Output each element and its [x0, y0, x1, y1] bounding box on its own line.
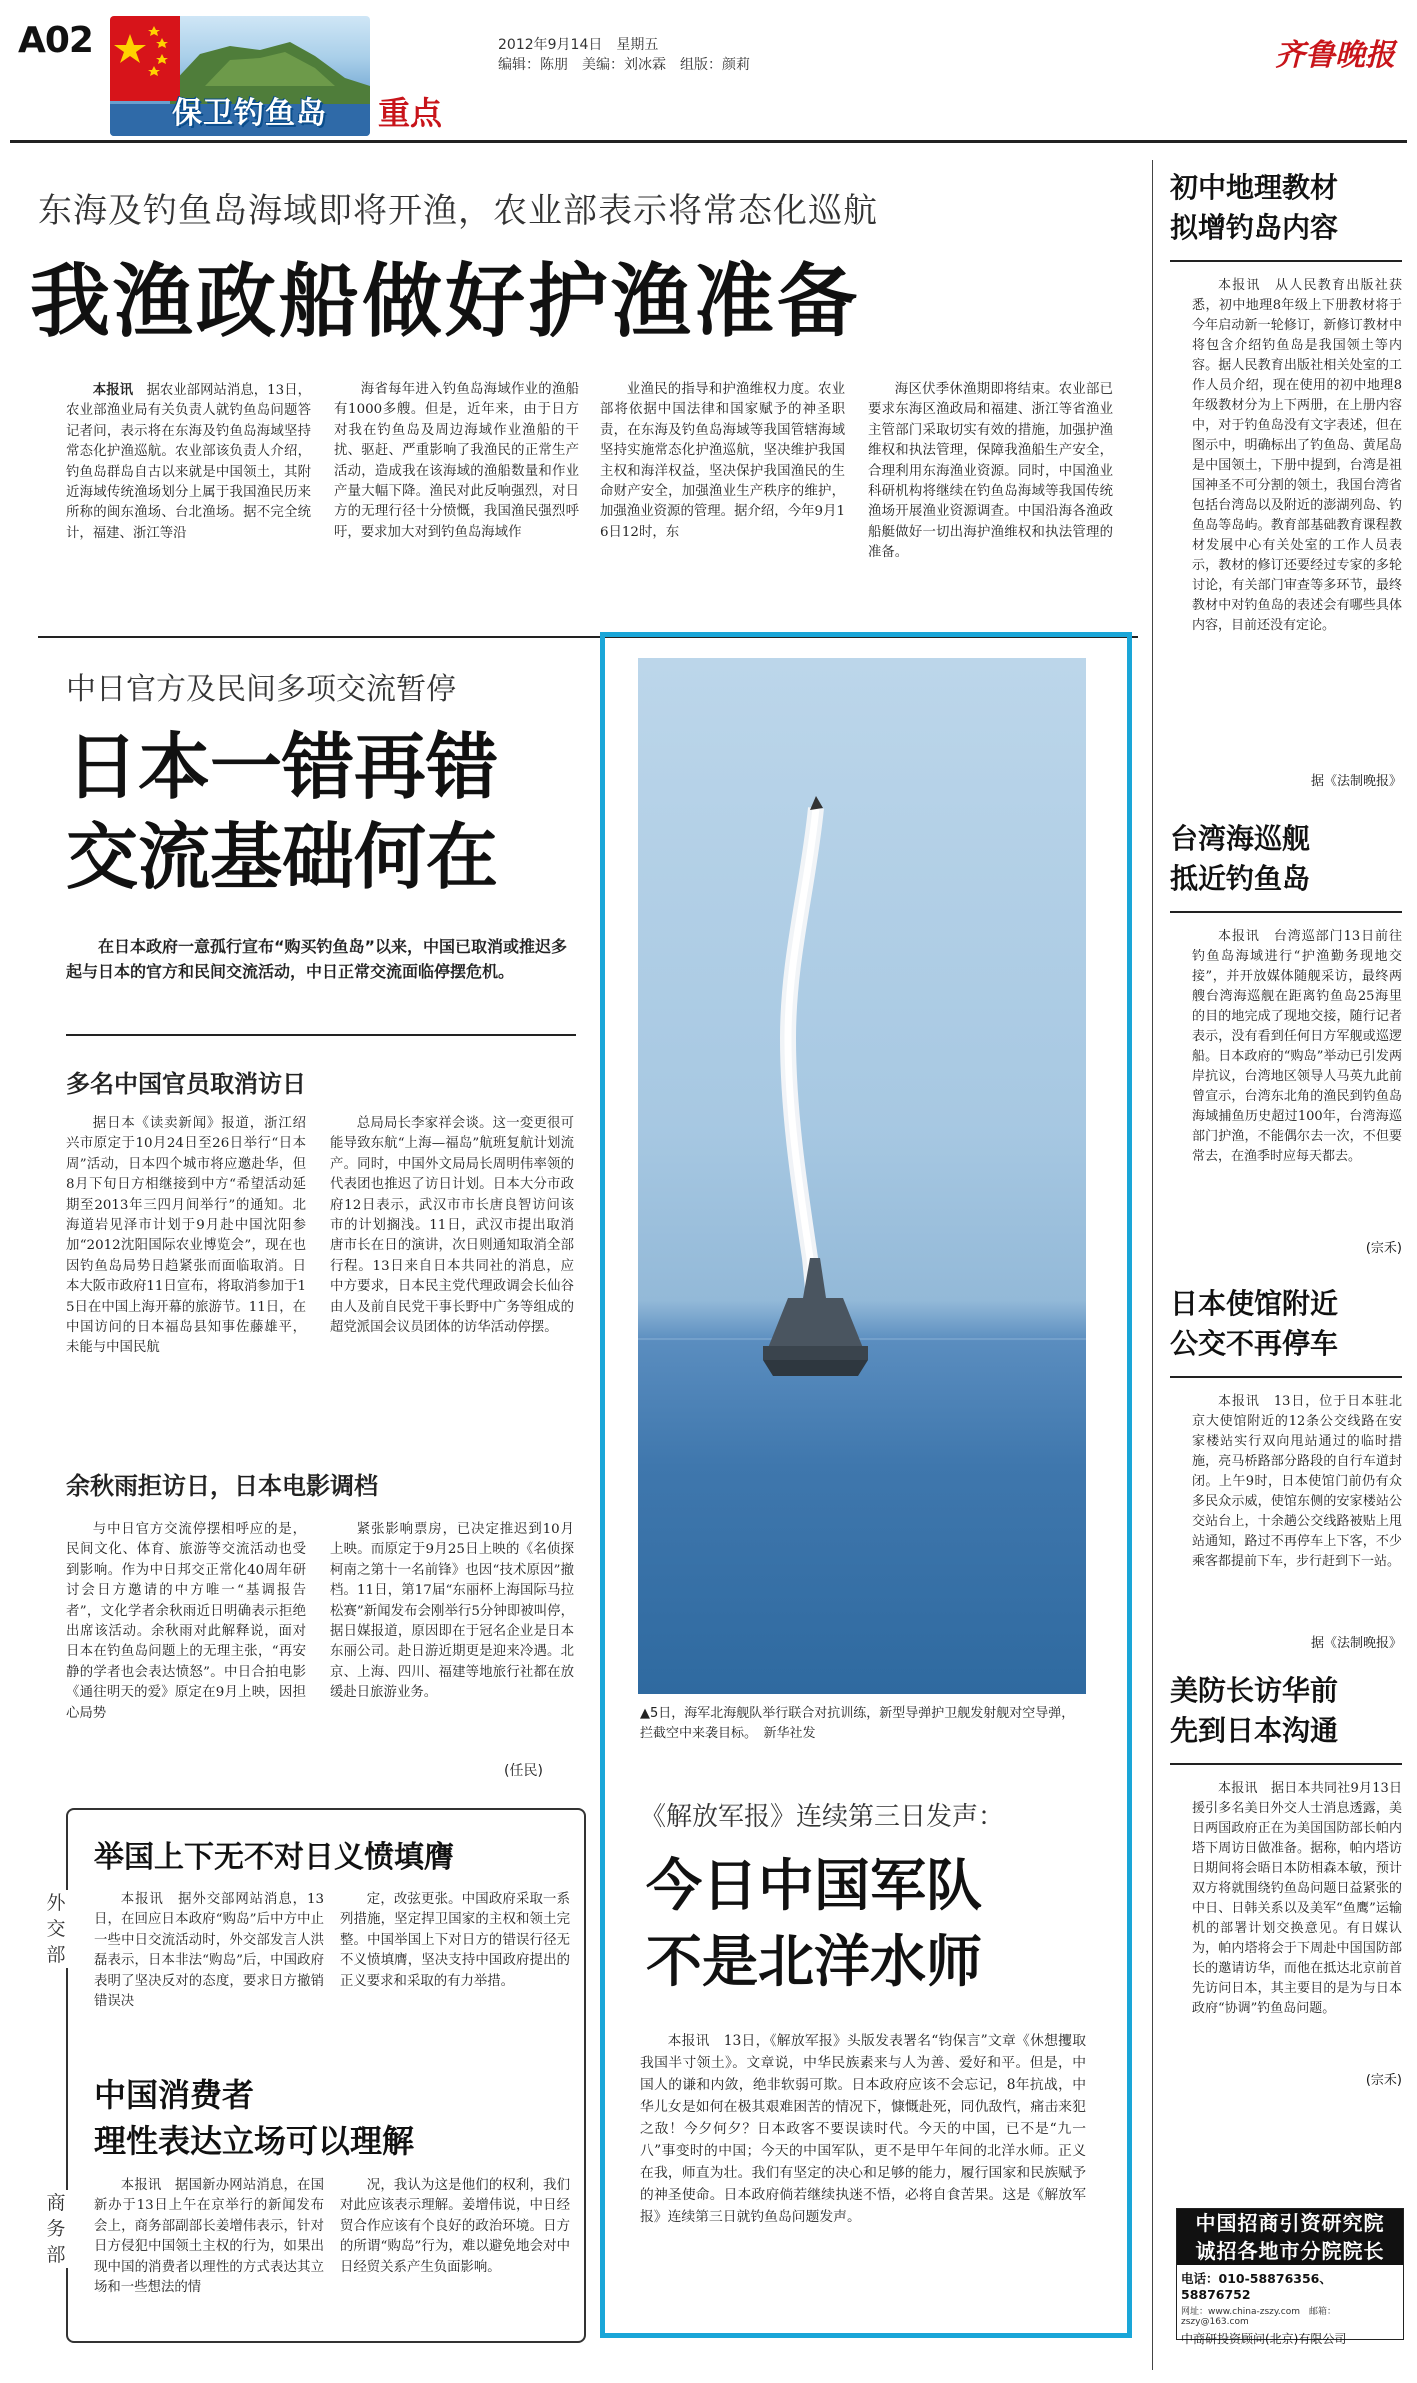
lead-text-1: 据农业部网站消息，13日，农业部渔业局有关负责人就钓鱼岛问题答记者问，表示将在东海及钓鱼岛海域坚持常态化护渔巡航。农业部该负责人介绍，钓鱼岛群岛自古以来就是中国领土，其附近海域传统渔场划分上属于我国渔民历来所称的闽东渔场、台北渔场。据不完全统计，福建、浙江等沿	[66, 383, 311, 541]
japan-deck-rule	[66, 1034, 576, 1036]
side-4-headline-2: 先到日本沟通	[1170, 1714, 1339, 1747]
side-column-rule	[1152, 160, 1153, 2370]
lead-headline: 我渔政船做好护渔准备	[30, 255, 860, 348]
reaction-headline-2b: 理性表达立场可以理解	[94, 2122, 415, 2160]
side-1-sign: 据《法制晚报》	[1310, 774, 1402, 789]
side-2-sign: (宗禾)	[1365, 1241, 1402, 1256]
lead-col-3	[600, 380, 845, 595]
lead-col-2	[334, 380, 579, 595]
japan-sub2-text-2: 紧张影响票房，已决定推迟到10月上映。而原定于9月25日上映的《名侦探柯南之第十一名前锋》也因“技术原因”撤档。11日，第17届“东丽杯上海国际马拉松赛”新闻发布会刚举行5分钟即被叫停，据日媒报道，原因即在于冠名企业是日本东丽公司。赴日游近期更是迎来冷遇。北京、上海、四川、福建等地旅行社都在放缓赴日旅游业务。	[330, 1522, 574, 1701]
japan-headline-2: 交流基础何在	[66, 815, 499, 899]
lead-byline: 本报讯	[92, 382, 134, 398]
side-4-sign: (宗禾)	[1365, 2073, 1402, 2088]
lead-kicker: 东海及钓鱼岛海域即将开渔，农业部表示将常态化巡航	[38, 191, 878, 231]
japan-sub2-col-2	[330, 1520, 574, 1758]
japan-sub1-col-1	[66, 1114, 306, 1414]
japan-sub1-col-2	[330, 1114, 574, 1414]
reaction-h2-text-1: 本报讯 据国新办网站消息，在国新办于13日上午在京举行的新闻发布会上，商务部副部长姜增伟表示，针对日方侵犯中国领土主权的行为，如果出现中国的消费者以理性的方式表达其立场和一些想法的情	[94, 2178, 324, 2296]
masthead: 齐鲁晚报	[1275, 38, 1395, 73]
reaction-h1-col-2	[340, 1890, 570, 2050]
warship-icon	[768, 1258, 863, 1348]
header-rule	[10, 140, 1407, 143]
reaction-h1-text-1: 本报讯 据外交部网站消息，13日，在回应日本政府“购岛”后中方中止一些中日交流活动时，外交部发言人洪磊表示，日本非法“购岛”后，中国政府表明了坚决反对的态度，要求日方撤销错误决	[94, 1892, 324, 2010]
side-1-text: 本报讯 从人民教育出版社获悉，初中地理8年级上下册教材将于今年启动新一轮修订，新修订教材中将包含介绍钓鱼岛是我国领土等内容。据人民教育出版社相关处室的工作人员介绍，现在使用的初中地理8年级教材分为上下两册，在上册内容中，对于钓鱼岛没有文字表述，但在图示中，明确标出了钓鱼岛、黄尾岛是中国领土，下册中提到，台湾是祖国神圣不可分割的领土，我国台湾省包括台湾岛以及附近的澎湖列岛、钓鱼岛等岛屿。教育部基础教育课程教材发展中心有关处室的工作人员表示，教材的修订还要经过专家的多轮讨论，有关部门审查等多环节，最终教材中对钓鱼岛的表述会有哪些具体内容，目前还没有定论。	[1192, 278, 1402, 633]
banner-title: 保卫钓鱼岛	[172, 96, 327, 131]
lead-text-4: 海区伏季休渔期即将结束。农业部已要求东海区渔政局和福建、浙江等省渔业主管部门采取切实有效的措施，加强护渔维权和执法管理，保障我渔船生产安全，合理利用东海渔业资源。同时，中国渔业科研机构将继续在钓鱼岛海域等我国传统渔场开展渔业资源调查。中国沿海各渔政船艇做好一切出海护渔维权和执法管理的准备。	[868, 382, 1113, 561]
banner	[110, 16, 370, 136]
ad-box	[1176, 2208, 1404, 2346]
lead-col-1	[66, 380, 311, 595]
side-2-body	[1170, 927, 1402, 1237]
missile-icon	[810, 796, 823, 810]
pla-headline-1: 今日中国军队	[646, 1854, 982, 1919]
ad-site: 网址：www.china-zszy.com 邮箱：zszy@163.com	[1181, 2307, 1336, 2327]
side-4-headline-1: 美防长访华前	[1170, 1674, 1339, 1707]
reaction-h1-text-2: 定，改弦更张。中国政府采取一系列措施，坚定捍卫国家的主权和领土完整。中国举国上下对日方的错误行径无不义愤填膺，坚决支持中国政府提出的正义要求和采取的有力举措。	[340, 1892, 570, 1989]
label-commerce-ministry: 商务部	[44, 2190, 68, 2268]
side-3-headline-1: 日本使馆附近	[1170, 1287, 1339, 1320]
side-3-body	[1170, 1392, 1402, 1632]
side-2-headline-1: 台湾海巡舰	[1170, 822, 1311, 855]
japan-sub1-text-1: 据日本《读卖新闻》报道，浙江绍兴市原定于10月24日至26日举行“日本周”活动，日本四个城市将应邀赴华，但8月下旬日方相继接到中方“希望活动延期至2013年三四月间举行”的通知。北海道岩见泽市计划于9月赴中国沈阳参加“2012沈阳国际农业博览会”，现在也因钓鱼岛局势日趋紧张而面临取消。日本大阪市政府11日宣布，将取消参加于15日在中国上海开幕的旅游节。11日，在中国访问的日本福岛县知事佐藤雄平，未能与中国民航	[66, 1116, 306, 1356]
japan-sub-1: 多名中国官员取消访日	[66, 1070, 306, 1098]
missile-photo	[638, 658, 1086, 1694]
japan-sign: (任民)	[504, 1763, 543, 1779]
label-foreign-ministry: 外交部	[44, 1890, 68, 1968]
side-3-headline-2: 公交不再停车	[1170, 1327, 1339, 1360]
pla-text: 本报讯 13日，《解放军报》头版发表署名“钧保言”文章《休想攫取我国半寸领土》。文章说，中华民族素来与人为善、爱好和平。但是，中国人的谦和内敛，绝非软弱可欺。日本政府应该不会忘记，8年抗战，中华儿女是如何在极其艰难困苦的情况下，慷慨赴死，同仇敌忾，痛击来犯之敌！今夕何夕？日本政客不要误读时代。今天的中国，已不是“九一八”事变时的中国；今天的中国军队，更不是甲午年间的北洋水师。正义在我，师直为壮。我们有坚定的决心和足够的能力，履行国家和民族赋予的神圣使命。日本政府倘若继续执迷不悟，必将自食苦果。这是《解放军报》连续第三日就钓鱼岛问题发声。	[640, 2033, 1086, 2225]
side-3-text: 本报讯 13日，位于日本驻北京大使馆附近的12条公交线路在安家楼站实行双向甩站通过的临时措施，亮马桥路部分路段的自行车道封闭。上午9时，日本使馆门前仍有众多民众示威，使馆东侧的安家楼站公交站台上，十余趟公交线路被贴上甩站通知，路过不再停车上下客，不少乘客都提前下车，步行赶到下一站。	[1192, 1394, 1402, 1569]
side-1-headline-1: 初中地理教材	[1170, 171, 1339, 204]
side-4-body	[1170, 1779, 1402, 2069]
side-column	[1170, 168, 1402, 2368]
side-4-text: 本报讯 据日本共同社9月13日援引多名美日外交人士消息透露，美日两国政府正在为美国国防部长帕内塔下周访日做准备。据称，帕内塔访日期间将会晤日本防相森本敏，预计双方将就围绕钓鱼岛问题日益紧张的中日、日韩关系以及美军“鱼鹰”运输机的部署计划交换意见。有日媒认为，帕内塔将会于下周赴中国国防部长的邀请访华，而他在抵达北京前首先访问日本，其主要目的是为与日本政府“协调”钓鱼岛问题。	[1192, 1781, 1402, 2016]
japan-sub2-text-1: 与中日官方交流停摆相呼应的是，民间文化、体育、旅游等交流活动也受到影响。作为中日邦交正常化40周年研讨会日方邀请的中方唯一“基调报告者”，文化学者余秋雨近日明确表示拒绝出席该活动。余秋雨对此解释说，面对日本在钓鱼岛问题上的无理主张，“再安静的学者也会表达愤怒”。中日合拍电影《通往明天的爱》原定在9月上映，因担心局势	[66, 1522, 306, 1721]
ad-line-2: 诚招各地市分院院长	[1177, 2237, 1403, 2265]
pla-body	[640, 2030, 1086, 2320]
japan-sub2-col-1	[66, 1520, 306, 1782]
side-2-headline-2: 抵近钓鱼岛	[1170, 862, 1311, 895]
reaction-headline-2a: 中国消费者	[94, 2076, 255, 2114]
page-number: A02	[18, 20, 93, 61]
side-1-headline-2: 拟增钓岛内容	[1170, 211, 1339, 244]
lead-text-3: 业渔民的指导和护渔维权力度。农业部将依据中国法律和国家赋予的神圣职责，在东海及钓鱼岛海域等我国管辖海域坚持实施常态化护渔巡航，坚决维护我国主权和海洋权益，坚决保护我国渔民的生命财产安全，加强渔业生产秩序的维护，加强渔业资源的管理。据介绍，今年9月16日12时，东	[600, 382, 845, 540]
japan-sub-2: 余秋雨拒访日，日本电影调档	[66, 1472, 378, 1500]
photo-caption: ▲5日，海军北海舰队举行联合对抗训练，新型导弹护卫舰发射舰对空导弹，拦截空中来袭目标。 新华社发	[640, 1706, 1075, 1741]
section-label: 重点	[378, 94, 443, 132]
reaction-h2-col-2	[340, 2176, 570, 2316]
ad-line-1: 中国招商引资研究院	[1177, 2209, 1403, 2237]
japan-sub1-text-2: 总局局长李家祥会谈。这一変更很可能导致东航“上海—福岛”航班复航计划流产。同时，中国外文局局长周明伟率领的代表团也推迟了访日计划。日本大分市政府12日表示，武汉市市长唐良智访问该市的计划搁浅。11日，武汉市提出取消唐市长在日的演讲，次日则通知取消全部行程。13日来自日本共同社的消息，应中方要求，日本民主党代理政调会长仙谷由人及前自民党干事长野中广务等组成的超党派国会议员团体的访华活动停摆。	[330, 1116, 574, 1336]
pla-headline-2: 不是北洋水师	[646, 1930, 982, 1995]
ad-phone: 电话：010-58876356、58876752	[1181, 2271, 1332, 2302]
lead-col-4	[868, 380, 1113, 595]
side-2-text: 本报讯 台湾巡部门13日前往钓鱼岛海域进行“护渔勤务现地交接”，并开放媒体随舰采访，最终两艘台湾海巡舰在距离钓鱼岛25海里的目的地完成了现地交接，随行记者表示，没有看到任何日方军舰或巡逻船。日本政府的“购岛”举动已引发两岸抗议，台湾地区领导人马英九此前曾宣示，台湾东北角的渔民到钓鱼岛海域捕鱼历史超过100年，台湾海巡部门护渔，不能偶尔去一次，不但要常去，在渔季时应每天都去。	[1192, 929, 1402, 1164]
reaction-headline-1: 举国上下无不对日义愤填膺	[94, 1840, 454, 1875]
reaction-h2-text-2: 况，我认为这是他们的权利，我们对此应该表示理解。姜增伟说，中日经贸合作应该有个良好的政治环境。日方的所谓“购岛”行为，难以避免地会对中日经贸关系产生负面影响。	[340, 2178, 570, 2275]
lead-text-2: 海省每年进入钓鱼岛海域作业的渔船有1000多艘。但是，近年来，由于日方对我在钓鱼岛及周边海域作业渔船的干扰、驱赶、严重影响了我渔民的正常生产活动，造成我在该海域的渔船数量和作业产量大幅下降。渔民对此反响强烈，对日方的无理行径十分愤慨，我国渔民强烈呼吁，要求加大对到钓鱼岛海域作	[334, 382, 579, 540]
reaction-h2-col-1	[94, 2176, 324, 2316]
missile-scene	[638, 658, 1086, 1694]
japan-headline-1: 日本一错再错	[66, 725, 499, 809]
reaction-h1-col-1	[94, 1890, 324, 2050]
side-3-sign: 据《法制晚报》	[1310, 1636, 1402, 1651]
pla-kicker: 《解放军报》连续第三日发声：	[640, 1802, 1005, 1832]
ad-org: 中商研投资顾问(北京)有限公司	[1181, 2332, 1347, 2346]
japan-deck: 在日本政府一意孤行宣布“购买钓鱼岛”以来，中国已取消或推迟多起与日本的官方和民间交流活动，中日正常交流面临停摆危机。	[66, 937, 568, 981]
side-1-body	[1170, 276, 1402, 766]
japan-kicker: 中日官方及民间多项交流暂停	[66, 672, 456, 707]
date-line: 2012年9月14日 星期五	[498, 37, 659, 53]
editors-line: 编辑：陈朋 美编：刘冰霖 组版：颜莉	[498, 57, 750, 73]
